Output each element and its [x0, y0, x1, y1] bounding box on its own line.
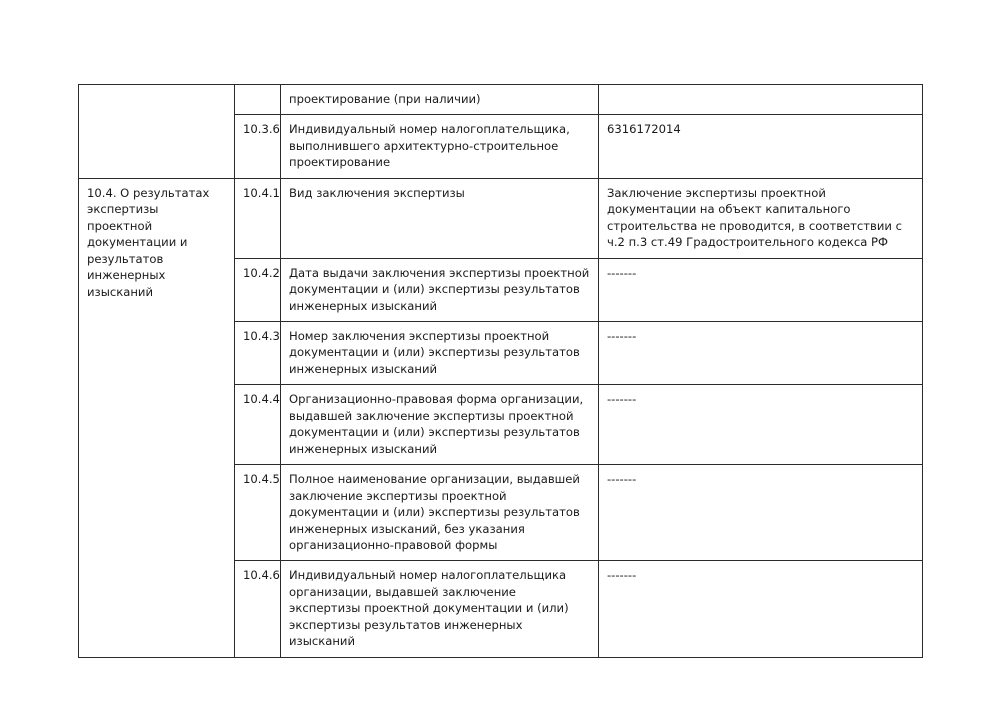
row-label: Индивидуальный номер налогоплательщика организации, выдавшей заключение экспертизы проектной документации и (или) экспертизы результатов инженерных изысканий: [281, 561, 599, 657]
table-row: [79, 178, 923, 258]
section-title-cell: 10.4. О результатах экспертизы проектной документации и результатов инженерных изысканий: [79, 178, 235, 657]
row-value: -------: [599, 385, 923, 465]
row-value: [599, 85, 923, 115]
requisites-table: [78, 84, 923, 658]
section-cell: [79, 85, 235, 179]
row-label: проектирование (при наличии): [281, 85, 599, 115]
row-number: 10.4.1: [235, 178, 281, 258]
table-row: [79, 85, 923, 115]
row-label: Полное наименование организации, выдавшей заключение экспертизы проектной документации и (или) экспертизы результатов инженерных изысканий, без указания организационно-правовой формы: [281, 465, 599, 561]
row-value: 6316172014: [599, 115, 923, 178]
row-number: 10.4.6: [235, 561, 281, 657]
row-number: 10.4.5: [235, 465, 281, 561]
row-value: Заключение экспертизы проектной документации на объект капитального строительства не проводится, в соответствии с ч.2 п.3 ст.49 Градостроительного кодекса РФ: [599, 178, 923, 258]
row-label: Индивидуальный номер налогоплательщика, выполнившего архитектурно-строительное проектирование: [281, 115, 599, 178]
row-value: -------: [599, 321, 923, 384]
row-value: -------: [599, 258, 923, 321]
row-value: -------: [599, 561, 923, 657]
row-number: 10.4.4: [235, 385, 281, 465]
row-number: [235, 85, 281, 115]
row-label: Вид заключения экспертизы: [281, 178, 599, 258]
row-label: Номер заключения экспертизы проектной документации и (или) экспертизы результатов инженерных изысканий: [281, 321, 599, 384]
row-label: Организационно-правовая форма организации, выдавшей заключение экспертизы проектной документации и (или) экспертизы результатов инженерных изысканий: [281, 385, 599, 465]
row-label: Дата выдачи заключения экспертизы проектной документации и (или) экспертизы результатов инженерных изысканий: [281, 258, 599, 321]
row-number: 10.4.3: [235, 321, 281, 384]
row-number: 10.4.2: [235, 258, 281, 321]
row-value: -------: [599, 465, 923, 561]
row-number: 10.3.6: [235, 115, 281, 178]
